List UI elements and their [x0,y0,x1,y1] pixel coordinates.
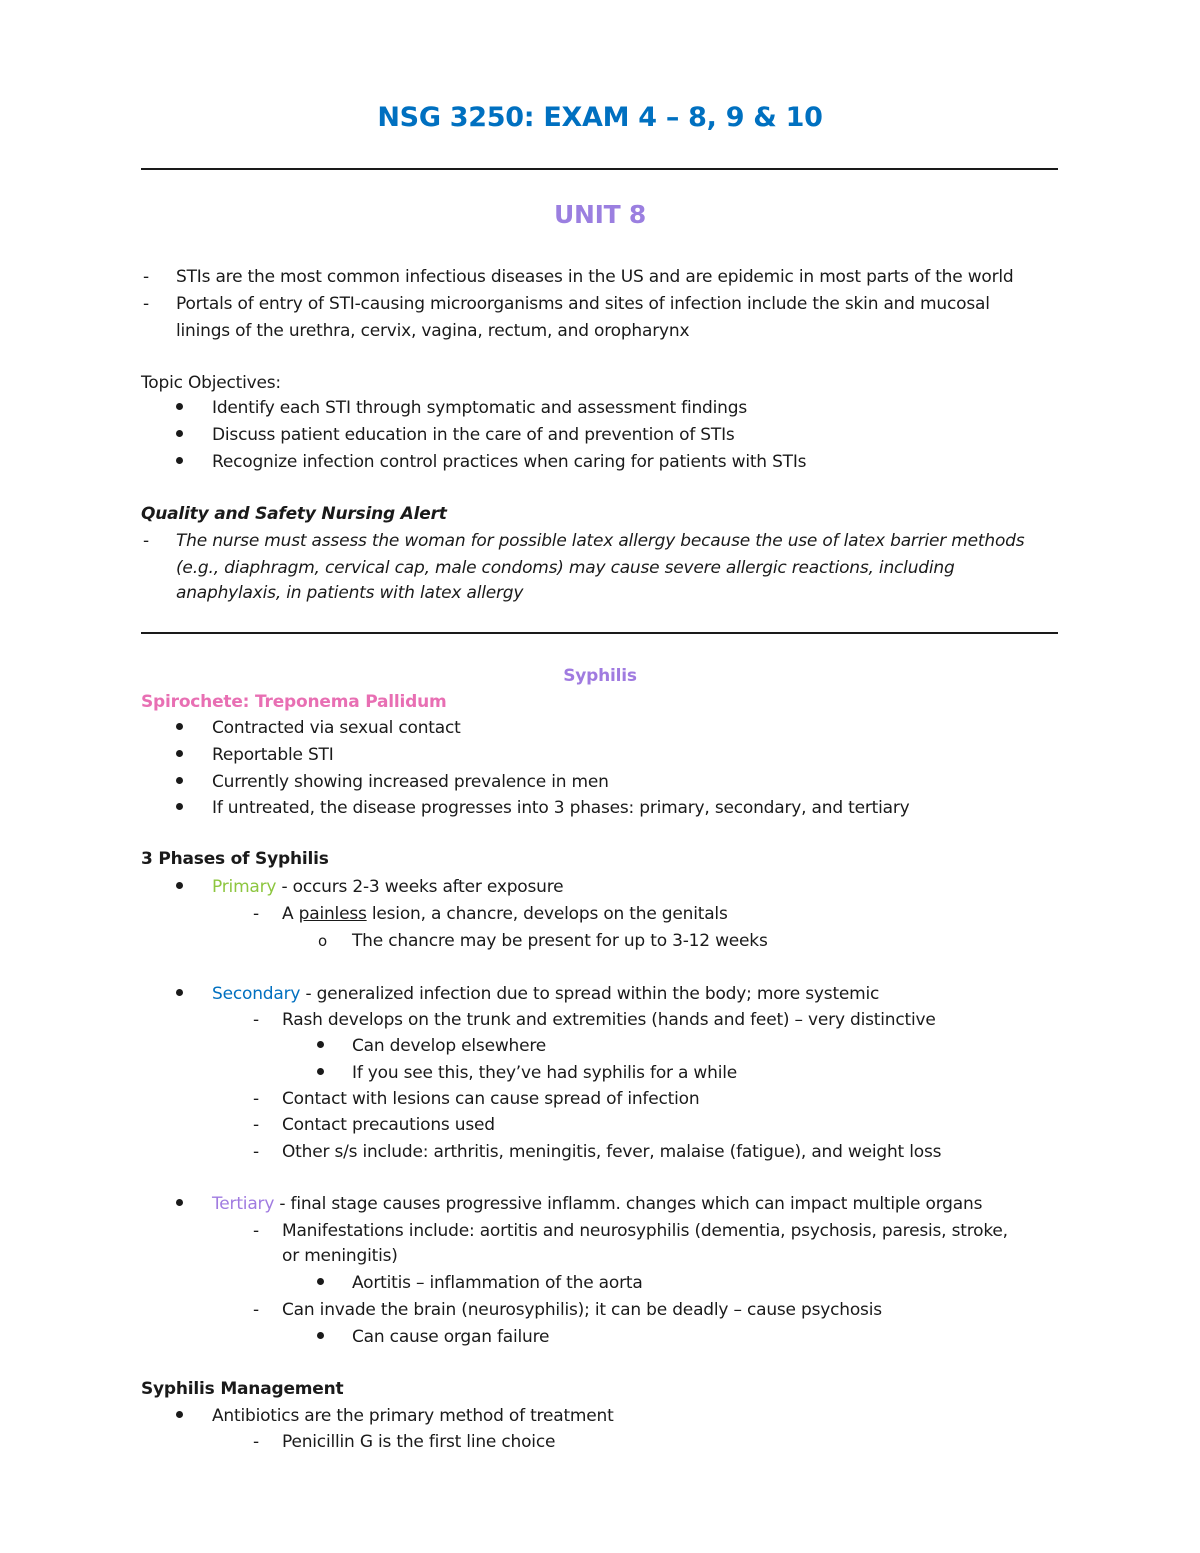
bullet-marker [317,1068,324,1075]
phase-sub-item [282,901,728,927]
alert-text: anaphylaxis, in patients with latex allergy [176,583,524,603]
phase-sub-item-continued: or meningitis) [282,1246,398,1266]
bullet-marker [176,777,183,784]
dash-marker: - [143,294,149,314]
spirochete-heading: Spirochete: Treponema Pallidum [141,692,447,712]
phase-label-secondary: Secondary [212,984,301,1004]
dash-marker: - [253,1221,259,1241]
phase-sub-item: Contact precautions used [282,1115,495,1135]
intro-item: STIs are the most common infectious diseases in the US and are epidemic in most parts of the world [176,267,1014,287]
intro-item: Portals of entry of STI-causing microorganisms and sites of infection include the skin and mucosal [176,294,990,314]
phase-sub-sub-item: If you see this, they’ve had syphilis for a while [352,1063,738,1083]
divider [141,168,1058,170]
divider [141,632,1058,634]
phase-sub-item: Contact with lesions can cause spread of infection [282,1089,700,1109]
management-sub-item: Penicillin G is the first line choice [282,1432,556,1452]
objective-item: Identify each STI through symptomatic and assessment findings [212,398,747,418]
dash-marker: - [253,1432,259,1452]
management-item: Antibiotics are the primary method of treatment [212,1406,614,1426]
bullet-marker [176,457,183,464]
bullet-marker [176,723,183,730]
phase-label-primary: Primary [212,877,277,897]
text-run: lesion, a chancre, develops on the genitals [366,904,728,924]
bullet-marker [176,1199,183,1206]
bullet-marker [317,1278,324,1285]
bullet-marker [317,1041,324,1048]
objective-item: Discuss patient education in the care of and prevention of STIs [212,425,735,445]
alert-text: The nurse must assess the woman for possible latex allergy because the use of latex barrier methods [176,531,1025,551]
bullet-marker [176,750,183,757]
dash-marker: - [253,1089,259,1109]
phases-heading: 3 Phases of Syphilis [141,849,329,869]
syphilis-item: Reportable STI [212,745,334,765]
bullet-marker [176,403,183,410]
alert-text: (e.g., diaphragm, cervical cap, male condoms) may cause severe allergic reactions, including [176,558,955,578]
bullet-marker [176,989,183,996]
syphilis-item: Currently showing increased prevalence in men [212,772,609,792]
bullet-marker [176,430,183,437]
phase-sub-sub-item: Can cause organ failure [352,1327,550,1347]
dash-marker: - [143,531,149,551]
underlined-text: painless [298,904,367,924]
dash-marker: - [253,904,259,924]
syphilis-item: Contracted via sexual contact [212,718,461,738]
dash-marker: - [143,267,149,287]
bullet-marker [317,1332,324,1339]
phase-secondary [212,981,879,1007]
alert-heading: Quality and Safety Nursing Alert [141,504,447,524]
phase-sub-sub-item: The chancre may be present for up to 3-12 weeks [352,931,768,951]
syphilis-item: If untreated, the disease progresses into 3 phases: primary, secondary, and tertiary [212,798,910,818]
phase-tertiary [212,1191,982,1217]
phase-sub-sub-item: Can develop elsewhere [352,1036,547,1056]
dash-marker: - [253,1300,259,1320]
phase-text: - occurs 2-3 weeks after exposure [276,877,564,897]
bullet-marker [176,882,183,889]
objectives-heading: Topic Objectives: [141,373,281,393]
text-run: A [282,904,299,924]
unit-heading: UNIT 8 [554,200,646,229]
phase-label-tertiary: Tertiary [212,1194,275,1214]
dash-marker: - [253,1115,259,1135]
dash-marker: - [253,1010,259,1030]
intro-item-continued: linings of the urethra, cervix, vagina, rectum, and oropharynx [176,321,690,341]
phase-text: - generalized infection due to spread within the body; more systemic [300,984,880,1004]
phase-sub-item: Other s/s include: arthritis, meningitis, fever, malaise (fatigue), and weight loss [282,1142,942,1162]
dash-marker: - [253,1142,259,1162]
phase-sub-item: Manifestations include: aortitis and neurosyphilis (dementia, psychosis, paresis, stroke, [282,1221,1008,1241]
management-heading: Syphilis Management [141,1379,344,1399]
phase-sub-item: Rash develops on the trunk and extremities (hands and feet) – very distinctive [282,1010,936,1030]
phase-primary [212,874,563,900]
phase-sub-item: Can invade the brain (neurosyphilis); it can be deadly – cause psychosis [282,1300,882,1320]
document-title: NSG 3250: EXAM 4 – 8, 9 & 10 [377,102,823,133]
syphilis-heading: Syphilis [563,666,637,686]
bullet-marker [176,1411,183,1418]
phase-text: - final stage causes progressive inflamm. changes which can impact multiple organs [274,1194,983,1214]
circle-marker: o [318,932,327,950]
bullet-marker [176,803,183,810]
objective-item: Recognize infection control practices when caring for patients with STIs [212,452,807,472]
phase-sub-sub-item: Aortitis – inflammation of the aorta [352,1273,643,1293]
